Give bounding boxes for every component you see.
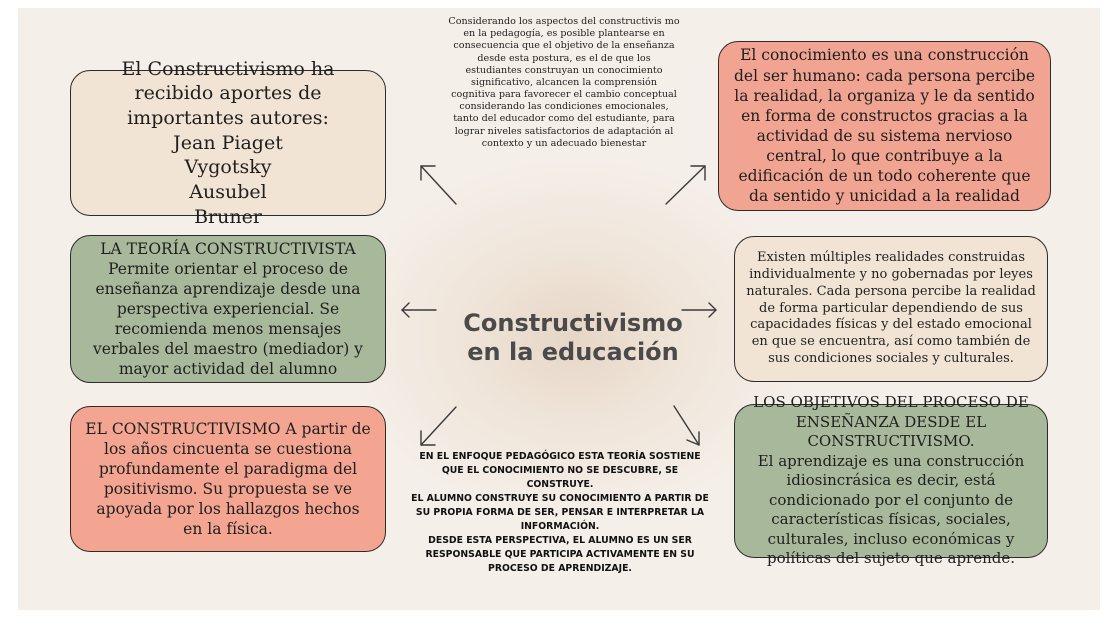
history-text: EL CONSTRUCTIVISMO A partir de los años cincuenta se cuestiona profundamente el paradigma del positivismo. Su propuesta se ve apoyada por los hallazgos hechos en la física.	[85, 419, 371, 539]
bottom-text-line-2: EL ALUMNO CONSTRUYE SU CONOCIMIENTO A PARTIR DE SU PROPIA FORMA DE SER, PENSAR E INTERPRETAR LA INFORMACIÓN.	[411, 492, 709, 532]
arrow-down-right-icon	[674, 406, 699, 445]
mind-map-canvas	[18, 8, 1100, 610]
arrow-right-icon	[682, 303, 716, 317]
realities-text: Existen múltiples realidades construidas individualmente y no gobernadas por leyes naturales. Cada persona percibe la realidad de forma particular dependiendo de sus capacidades físicas y del estado emocional en que se encuentra, así como también de sus condiciones sociales y culturales.	[746, 249, 1036, 367]
top-summary-text: Considerando los aspectos del constructivis mo en la pedagogía, es posible plantearse en consecuencia que el objetivo de la enseñanza desde esta postura, es el de que los estudiantes construyan un conocimiento significativo, alcancen la comprensión cognitiva para favorecer el cambio conceptual considerando las condiciones emocionales, tanto del educador como del estudiante, para lograr niveles satisfactorios de adaptación al contexto y un adecuado bienestar	[448, 16, 680, 149]
theory-text: LA TEORÍA CONSTRUCTIVISTA Permite orientar el proceso de enseñanza aprendizaje desde una perspectiva experiencial. Se recomienda menos mensajes verbales del maestro (mediador) y mayor actividad del alumno	[93, 239, 363, 379]
title-line-1: Constructivismo	[463, 309, 683, 337]
objectives-body: El aprendizaje es una construcción idiosincrásica es decir, está condicionado por el conjunto de características físicas, sociales, culturales, incluso económicas y políticas del sujeto que aprende.	[757, 451, 1025, 568]
title-line-2: en la educación	[467, 337, 679, 366]
author-name: Jean Piaget	[173, 131, 283, 154]
connector-arrows	[18, 8, 1100, 610]
author-name: Vygotsky	[184, 156, 272, 179]
objectives-heading: LOS OBJETIVOS DEL PROCESO DE ENSEÑANZA DESDE EL CONSTRUCTIVISMO.	[753, 393, 1029, 451]
bottom-text-line-3: DESDE ESTA PERSPECTIVA, EL ALUMNO ES UN SER RESPONSABLE QUE PARTICIPA ACTIVAMENTE EN SU PROCESO DE APRENDIZAJE.	[425, 534, 695, 574]
arrow-up-left-icon	[421, 166, 456, 204]
author-name: Ausubel	[189, 181, 267, 204]
authors-intro: El Constructivismo ha recibido aportes de importantes autores:	[121, 57, 335, 129]
arrow-down-left-icon	[421, 407, 456, 445]
knowledge-text: El conocimiento es una construcción del ser humano: cada persona percibe la realidad, la organiza y le da sentido en forma de constructos gracias a la actividad de su sistema nervioso central, lo que contribuye a la edificación de un todo coherente que da sentido y unicidad a la realidad	[733, 46, 1035, 206]
bottom-text-line-1: EN EL ENFOQUE PEDAGÓGICO ESTA TEORÍA SOSTIENE QUE EL CONOCIMIENTO NO SE DESCUBRE, SE CONSTRUYE.	[419, 451, 701, 490]
arrow-left-icon	[402, 303, 436, 317]
arrow-up-right-icon	[666, 166, 705, 204]
author-name: Bruner	[194, 205, 262, 228]
